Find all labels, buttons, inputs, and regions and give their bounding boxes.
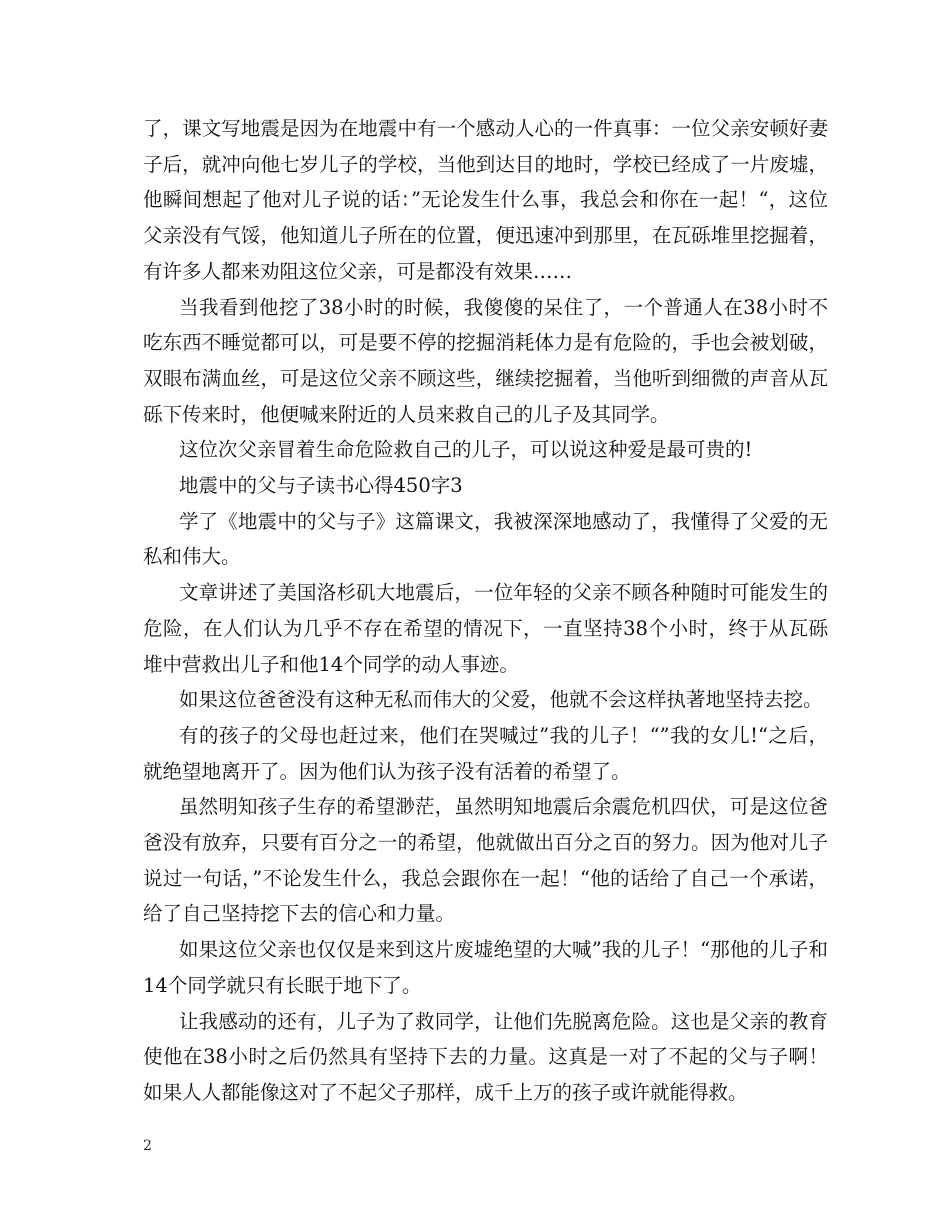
paragraph-9: 虽然明知孩子生存的希望渺茫，虽然明知地震后余震危机四伏，可是这位爸爸没有放弃，只要有百分之一的希望，他就做出百分之百的努力。因为他对儿子说过一句话，”不论发生什么，我总会跟你在一起！“他的话给了自己一个承诺，给了自己坚持挖下去的信心和力量。 bbox=[143, 795, 828, 926]
paragraph-10: 如果这位父亲也仅仅是来到这片废墟绝望的大喊”我的儿子！“那他的儿子和14个同学就只有长眠于地下了。 bbox=[143, 938, 828, 997]
page-number: 2 bbox=[143, 1138, 152, 1154]
paragraph-11: 让我感动的还有，儿子为了救同学，让他们先脱离危险。这也是父亲的教育使他在38小时之后仍然具有坚持下去的力量。这真是一对了不起的父与子啊！如果人人都能像这对了不起父子那样，成千上万的孩子或许就能得救。 bbox=[143, 1009, 828, 1104]
paragraph-7: 如果这位爸爸没有这种无私而伟大的父爱，他就不会这样执著地坚持去挖。 bbox=[179, 688, 823, 712]
paragraph-2: 当我看到他挖了38小时的时候，我傻傻的呆住了，一个普通人在38小时不吃东西不睡觉都可以，可是要不停的挖掘消耗体力是有危险的，手也会被划破，双眼布满血丝，可是这位父亲不顾这些，继续挖掘着，当他听到细微的声音从瓦砾下传来时，他便喊来附近的人员来救自己的儿子及其同学。 bbox=[143, 295, 828, 426]
section-heading: 地震中的父与子读书心得450字3 bbox=[179, 474, 463, 498]
document-body bbox=[143, 111, 828, 1111]
paragraph-6: 文章讲述了美国洛杉矶大地震后，一位年轻的父亲不顾各种随时可能发生的危险，在人们认为几乎不存在希望的情况下，一直坚持38个小时，终于从瓦砾堆中营救出儿子和他14个同学的动人事迹。 bbox=[143, 581, 828, 676]
paragraph-5: 学了《地震中的父与子》这篇课文，我被深深地感动了，我懂得了父爱的无私和伟大。 bbox=[143, 509, 828, 569]
paragraph-8: 有的孩子的父母也赶过来，他们在哭喊过”我的儿子！“”我的女儿!“之后，就绝望地离开了。因为他们认为孩子没有活着的希望了。 bbox=[143, 723, 828, 783]
paragraph-3: 这位次父亲冒着生命危险救自己的儿子，可以说这种爱是最可贵的! bbox=[179, 438, 753, 462]
paragraph-1: 了，课文写地震是因为在地震中有一个感动人心的一件真事：一位父亲安顿好妻子后，就冲向他七岁儿子的学校，当他到达目的地时，学校已经成了一片废墟，他瞬间想起了他对儿子说的话：”无论发生什么事，我总会和你在一起！“，这位父亲没有气馁，他知道儿子所在的位置，便迅速冲到那里，在瓦砾堆里挖掘着，有许多人都来劝阻这位父亲，可是都没有效果…… bbox=[143, 117, 828, 283]
